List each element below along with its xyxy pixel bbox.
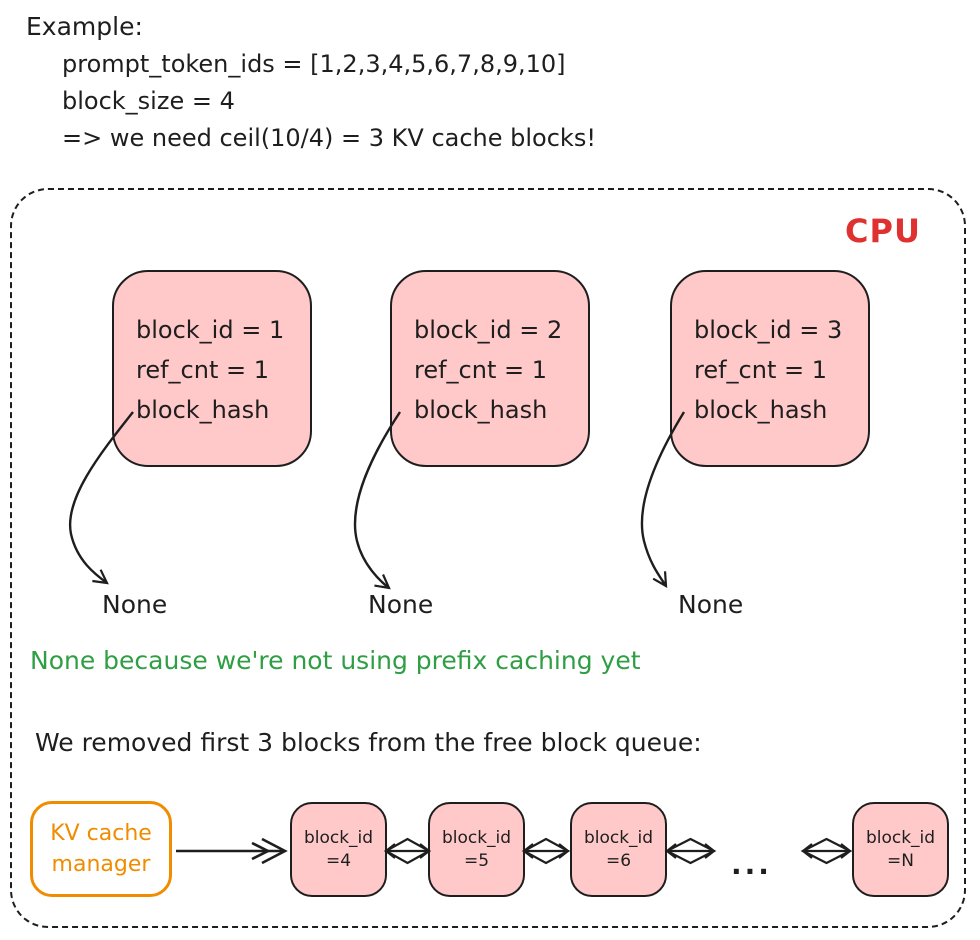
free-queue-block-5-label: block_id [441,827,512,848]
kv-block-3-hash: block_hash [694,396,828,424]
free-queue-caption: We removed first 3 blocks from the free block queue: [35,728,702,757]
free-queue-block-6 [570,802,667,897]
kv-block-3-id: block_id = 3 [694,316,843,344]
queue-ellipsis: ... [731,848,772,881]
free-queue-block-4-label: block_id [303,827,374,848]
free-queue-block-4 [290,802,387,897]
free-queue-block-5-value: =5 [463,850,490,871]
kv-block-2 [390,270,590,467]
free-queue-block-n-value: =N [887,850,914,871]
example-code-line-2: block_size = 4 [62,87,235,115]
kv-cache-manager-box [30,801,172,897]
free-queue-block-n-label: block_id [865,827,936,848]
kv-cache-manager-line-1: KV cache [50,821,152,846]
free-queue-block-4-value: =4 [325,850,352,871]
free-queue-block-5 [428,802,525,897]
kv-block-1-id: block_id = 1 [136,316,285,344]
free-queue-block-6-value: =6 [605,850,632,871]
kv-block-3-refcnt: ref_cnt = 1 [694,356,828,384]
kv-block-2-id: block_id = 2 [414,316,563,344]
cpu-label: CPU [845,212,921,250]
kv-block-3 [670,270,870,467]
prefix-caching-note: None because we're not using prefix caching yet [30,646,641,675]
none-value-3: None [678,590,744,619]
kv-block-2-refcnt: ref_cnt = 1 [414,356,548,384]
example-code-line-1: prompt_token_ids = [1,2,3,4,5,6,7,8,9,10] [62,50,566,78]
kv-cache-manager-line-2: manager [51,852,151,877]
free-queue-block-n [852,802,949,897]
example-code-line-3: => we need ceil(10/4) = 3 KV cache blocks! [62,124,596,152]
kv-block-1 [112,270,312,467]
kv-block-1-hash: block_hash [136,396,270,424]
free-queue-block-6-label: block_id [583,827,654,848]
none-value-1: None [102,590,168,619]
kv-block-1-refcnt: ref_cnt = 1 [136,356,270,384]
kv-block-2-hash: block_hash [414,396,548,424]
example-title: Example: [26,12,143,41]
none-value-2: None [368,590,434,619]
